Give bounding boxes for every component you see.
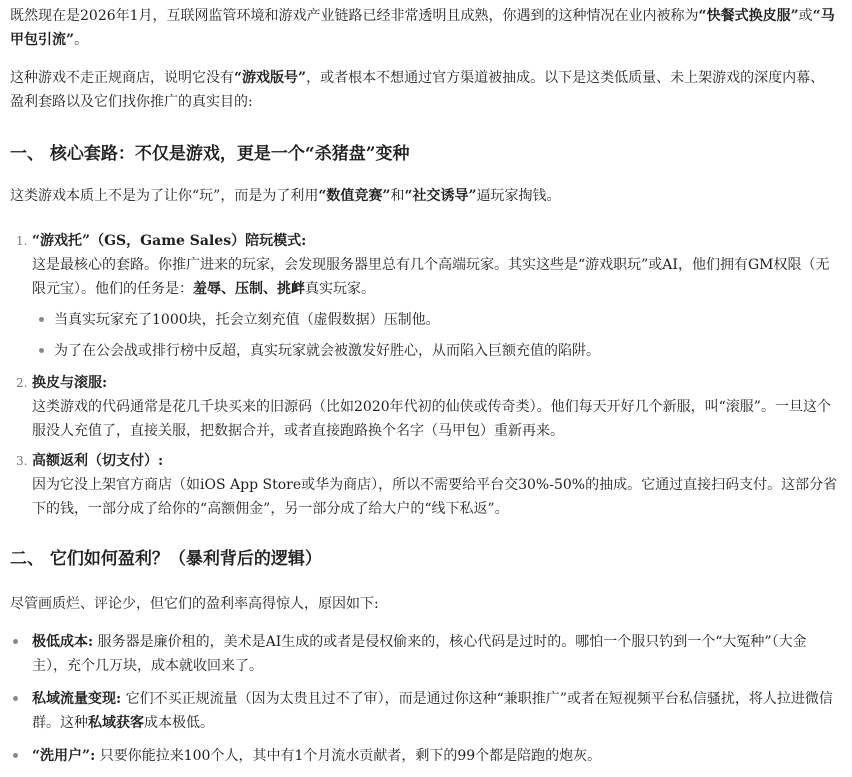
list-item [10,687,838,735]
list-item-body: 因为它没上架官方商店（如iOS App Store或华为商店），所以不需要给平台交30%-50%的抽成。它通过直接扫码支付。这部分省下的钱，一部分成了给你的“高额佣金”，另一部分成了给大户的“线下私返”。 [32,477,838,517]
text-span: ，或者根本不想通过官方渠道被抽成。以下是这类低质量、未上架游戏的深度内幕、盈利套路以及它们找你推广的真实目的: [10,70,825,110]
text-span: 这类游戏本质上不是为了让你“玩”，而是为了利用 [10,188,319,204]
list-number: 1. [16,234,28,248]
list-item-title: “游戏托”（GS，Game Sales）陪玩模式: [32,233,307,249]
list-item [10,371,838,443]
term-social-lure: “社交诱导” [404,188,477,204]
list-number: 3. [16,454,28,468]
sub-list [32,308,838,363]
text-span: 和 [390,188,405,204]
text-span: 真实玩家。 [305,281,375,297]
list-item-label: 极低成本: [32,634,94,650]
list-item [10,630,838,678]
bullet-icon [13,753,18,758]
list-item [10,229,838,363]
text-span: 这是最核心的套路。你推广进来的玩家，会发现服务器里总有几个高端玩家。其实这些是“游戏职玩”或AI，他们拥有GM权限（无限元宝）。他们的任务是： [32,257,830,297]
list-item [10,744,838,768]
list-item-label: “洗用户”: [32,748,96,764]
intro-paragraph-1 [10,4,838,52]
list-item-body [32,253,838,301]
text-span: 这种游戏不走正规商店，说明它没有 [10,70,234,86]
term-quick-reskin: “快餐式换皮服” [698,8,799,24]
bullet-icon [39,348,44,353]
section-1-lead [10,184,838,208]
list-item-text: 只要你能拉来100个人，其中有1个月流水贡献者，剩下的99个都是陪跑的炮灰。 [95,748,602,764]
section-2-lead: 尽管画质烂、评论少，但它们的盈利率高得惊人，原因如下: [10,596,379,612]
tactics-list [10,229,838,521]
list-item-body: 这类游戏的代码通常是花几千块买来的旧源码（比如2020年代初的仙侠或传奇类）。他们每天开好几个新服，叫“滚服”。一旦这个服没人充值了，直接关服，把数据合并，或者直接跑路换个名字（马甲包）重新再来。 [32,399,831,439]
section-1-heading: 一、 核心套路：不仅是游戏，更是一个“杀猪盘”变种 [10,144,410,164]
list-item-title: 换皮与滚服: [32,375,108,391]
sub-list-text: 当真实玩家充了1000块，托会立刻充值（虚假数据）压制他。 [54,312,440,328]
list-item-text: 它们不买正规流量（因为太贵且过不了审），而是通过你这种“兼职推广”或者在短视频平台私信骚扰，将人拉进微信群。这种 [32,691,833,731]
bullet-icon [13,639,18,644]
intro-paragraph-2 [10,66,838,114]
section-2-heading: 二、 它们如何盈利？（暴利背后的逻辑） [10,549,322,569]
text-span: 逼玩家掏钱。 [476,188,561,204]
list-item [10,449,838,521]
bullet-icon [39,317,44,322]
profit-list [10,630,838,777]
sub-list-item [32,339,838,363]
term-license: “游戏版号” [234,70,307,86]
text-span: 既然现在是2026年1月，互联网监管环境和游戏产业链路已经非常透明且成熟，你遇到的这种情况在业内被称为 [10,8,699,24]
list-item-title: 高额返利（切支付）: [32,453,164,469]
sub-list-item [32,308,838,332]
sub-list-text: 为了在公会战或排行榜中反超，真实玩家就会被激发好胜心，从而陷入巨额充值的陷阱。 [54,343,600,359]
term-numeric-competition: “数值竞赛” [318,188,391,204]
text-span: 或 [798,8,813,24]
term-private-acquisition: 私域获客 [88,715,144,731]
spacer [10,363,838,371]
term-humiliate: 羞辱、压制、挑衅 [193,281,305,297]
bullet-icon [13,696,18,701]
list-number: 2. [16,376,28,390]
list-item-label: 私域流量变现: [32,691,122,707]
text-span: 。 [74,32,89,48]
term-vest-package: “马甲包引流” [10,8,835,48]
list-item-text: 成本极低。 [144,715,214,731]
list-item-text: 服务器是廉价租的，美术是AI生成的或者是侵权偷来的，核心代码是过时的。哪怕一个服只钓到一个“大冤种”（大金主），充个几万块，成本就收回来了。 [32,634,807,674]
